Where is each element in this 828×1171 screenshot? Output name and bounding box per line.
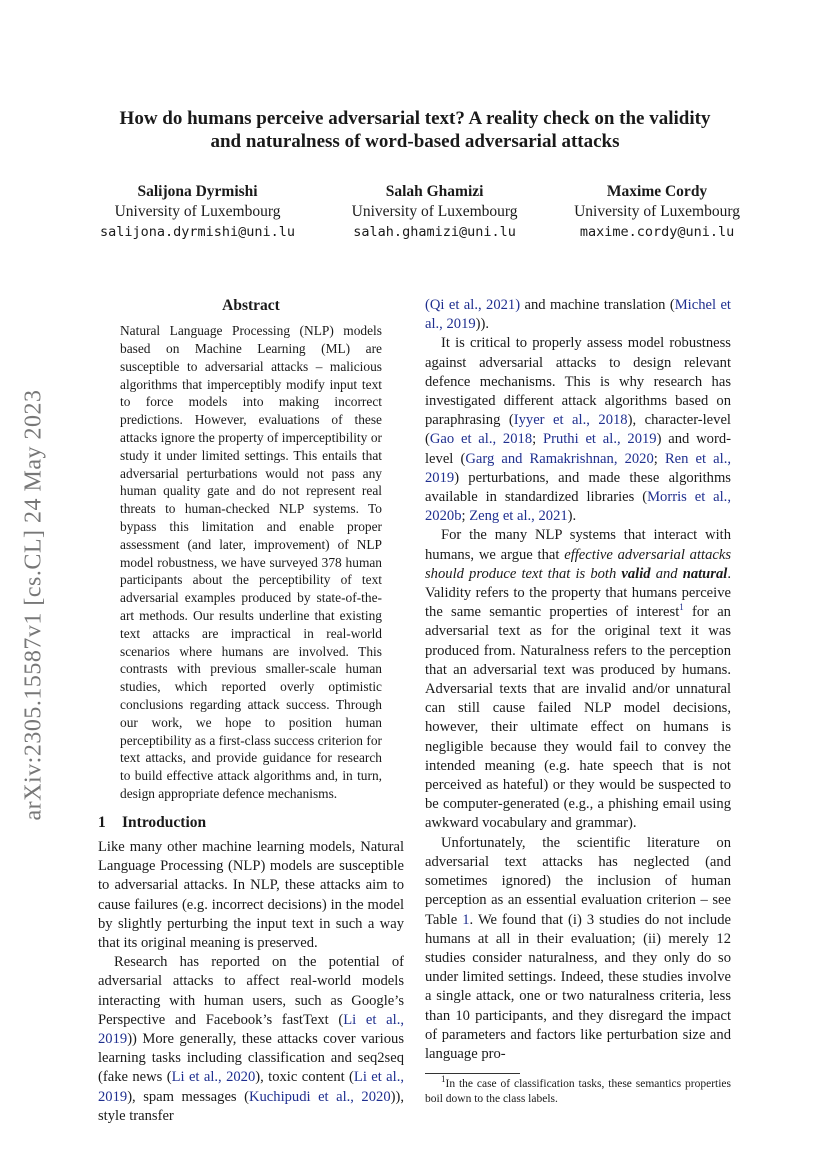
- author-affiliation: University of Luxembourg: [114, 203, 281, 220]
- footnote-marker[interactable]: 1: [679, 602, 684, 613]
- citation-link[interactable]: Ren et al., 2019: [425, 450, 732, 486]
- footnote-divider: [425, 1073, 520, 1074]
- right-column: [425, 296, 731, 1107]
- citation-link[interactable]: Michel et al., 2019: [425, 297, 731, 333]
- citation-link[interactable]: Kuchipudi et al., 2020: [248, 1088, 391, 1105]
- citation-link[interactable]: Pruthi et al., 2019: [542, 431, 657, 448]
- author-email[interactable]: maxime.cordy@uni.lu: [579, 224, 735, 240]
- citation-link[interactable]: Garg and Ramakrishnan, 2020: [465, 450, 654, 467]
- citation-link[interactable]: Morris et al., 2020b: [425, 489, 731, 525]
- author-block: [100, 182, 740, 242]
- footnote: $^1$In the case of classification tasks, these semantics properties boil down to the class labels.: [425, 1074, 731, 1106]
- citation-link[interactable]: Iyyer et al., 2018: [513, 412, 628, 429]
- left-column: [98, 296, 404, 1126]
- intro-paragraph-2: Research has reported on the potential of adversarial attacks to affect real-world models interacting with human users, such as Google’s Perspective and Facebook’s fastText (Li et al., 2019)) More generally, these attacks cover various learning tasks including classification and seq2seq (fake news (Li et al., 2020), toxic content (Li et al., 2019), spam messages (Kuchipudi et al., 2020)), style transfer: [98, 954, 405, 1124]
- table-reference-link[interactable]: 1: [462, 911, 470, 928]
- author-name: Maxime Cordy: [606, 183, 708, 200]
- author-affiliation: University of Luxembourg: [351, 203, 518, 220]
- abstract-body: Natural Language Processing (NLP) models based on Machine Learning (ML) are susceptible to adversarial attacks – malicious algorithms that imperceptibly modify input text to force models into making incorrect predictions. However, evaluations of these attacks ignore the property of imperceptibility or study it under limited settings. This entails that adversarial perturbations would not pass any human quality gate and do not represent real threats to human-checked NLP systems. To bypass this limitation and enable proper assessment (and later, improvement) of NLP model robustness, we have surveyed 378 human participants about the perceptibility of text adversarial examples produced by state-of-the-art methods. Our results underline that existing text attacks are impractical in real-world scenarios where humans are involved. This contrasts with previous smaller-scale human studies, which reported overly optimistic conclusions regarding attack success. Through our work, we hope to position human perceptibility as a first-class success criterion for text attacks, and provide guidance for research to build effective attack algorithms and, in turn, design appropriate defence mechanisms.: [120, 323, 382, 801]
- author-3: [574, 182, 740, 242]
- author-1: [100, 182, 295, 242]
- citation-link[interactable]: Gao et al., 2018: [429, 431, 533, 448]
- citation-link[interactable]: Zeng et al., 2021: [469, 508, 568, 525]
- section-title: Introduction: [122, 813, 207, 831]
- author-2: [352, 182, 518, 242]
- intro-paragraph-1: Like many other machine learning models, Natural Language Processing (NLP) models are susceptible to adversarial attacks. In NLP, these attacks aim to cause failures (e.g. incorrect decisions) in the model by slightly perturbing the input text in such a way that its original meaning is preserved.: [98, 838, 404, 951]
- author-affiliation: University of Luxembourg: [574, 203, 740, 220]
- citation-link[interactable]: Li et al., 2019: [98, 1069, 405, 1105]
- right-paragraph-2: For the many NLP systems that interact with humans, we argue that effective adversarial attacks should produce text that is both valid and natural. Validity refers to the property that humans perceive the same semantic properties of interest$^1$ for an adversarial text as for the original text it was produced from. Naturalness refers to the perception that an adversarial text was produced by humans. Adversarial texts that are invalid and/or unnatural can still cause failed NLP model decisions, however, their ultimate effect on humans is negligible because they would fail to convey the intended meaning (e.g. hate speech that is not perceived as hateful) or they would be suspected to be computer-generated (e.g., a phishing email using awkward vocabulary and grammar).: [425, 527, 732, 832]
- footnote-number: 1: [441, 1074, 446, 1085]
- right-paragraph-3: Unfortunately, the scientific literature on adversarial text attacks has neglected (and sometimes ignored) the inclusion of human perception as an essential evaluation criterion – see Table 1. We found that (i) 3 studies do not include humans at all in their evaluation; (ii) merely 12 studies consider naturalness, and they only do so under limited settings. Indeed, these studies involve a single attack, one or two naturalness criteria, less than 10 participants, and they disregard the impact of parameters and factors like perturbation size and language pro-: [425, 834, 731, 1062]
- arxiv-identifier: arXiv:2305.15587v1 [cs.CL] 24 May 2023: [20, 389, 47, 821]
- author-email[interactable]: salijona.dyrmishi@uni.lu: [100, 224, 296, 240]
- right-paragraph-0: (Qi et al., 2021) and machine translation (Michel et al., 2019)).: [425, 297, 731, 333]
- title-line-2: and naturalness of word-based adversarial attacks: [210, 131, 620, 152]
- section-heading-introduction: [98, 813, 404, 832]
- right-paragraph-1: It is critical to properly assess model robustness against adversarial attacks to design relevant defence mechanisms. This is why research has investigated different attack algorithms based on paraphrasing (Iyyer et al., 2018), character-level (Gao et al., 2018; Pruthi et al., 2019) and word-level (Garg and Ramakrishnan, 2020; Ren et al., 2019) perturbations, and made these algorithms available in standardized libraries (Morris et al., 2020b; Zeng et al., 2021).: [425, 335, 732, 525]
- citation-link[interactable]: Li et al., 2020: [171, 1069, 256, 1086]
- citation-link[interactable]: Li et al., 2019: [98, 1011, 404, 1047]
- author-name: Salijona Dyrmishi: [137, 183, 258, 200]
- author-name: Salah Ghamizi: [385, 183, 484, 200]
- author-email[interactable]: salah.ghamizi@uni.lu: [353, 224, 516, 240]
- title-line-1: How do humans perceive adversarial text? A reality check on the validity: [119, 108, 711, 129]
- section-number: 1: [98, 813, 106, 831]
- paper-title: [80, 107, 750, 153]
- abstract-heading: Abstract: [222, 297, 280, 314]
- citation-link[interactable]: (Qi et al., 2021): [425, 297, 521, 313]
